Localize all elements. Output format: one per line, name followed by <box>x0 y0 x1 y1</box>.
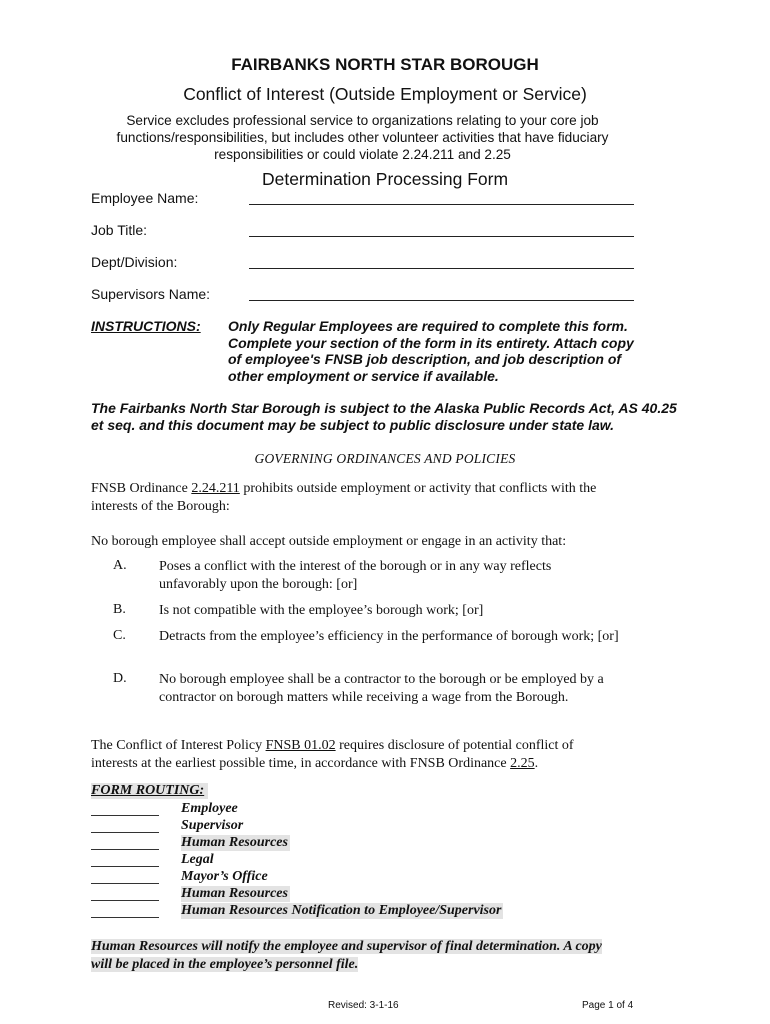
item-b-text: Is not compatible with the employee’s borough work; [or] <box>159 603 484 618</box>
item-c-letter: C. <box>113 628 126 643</box>
page-number: Page 1 of 4 <box>582 1000 634 1011</box>
dept-division-field[interactable] <box>249 268 634 269</box>
organization-title: FAIRBANKS NORTH STAR BOROUGH <box>231 55 539 74</box>
form-title: Determination Processing Form <box>261 169 509 189</box>
ordinance-2-25-link[interactable]: 2.25 <box>510 756 535 771</box>
routing-step-supervisor: Supervisor <box>181 818 244 833</box>
policy-fnsb-01-02-link[interactable]: FNSB 01.02 <box>265 738 336 753</box>
employee-name-label: Employee Name: <box>91 190 199 206</box>
routing-signoff-line[interactable] <box>91 866 159 867</box>
revised-date: Revised: 3-1-16 <box>328 1000 399 1011</box>
item-d-text: No borough employee shall be a contractor to the borough or be employed by a contractor on borough matters while receiving a wage from the Borough. <box>159 672 604 705</box>
ordinance-2-24-211-link[interactable]: 2.24.211 <box>191 481 240 496</box>
item-a-text: Poses a conflict with the interest of the borough or in any way reflects unfavorably upon the borough: [or] <box>159 559 552 592</box>
form-routing-title: FORM ROUTING: <box>91 783 208 799</box>
public-records-notice: The Fairbanks North Star Borough is subject to the Alaska Public Records Act, AS 40.25 et seq. and this document may be subject to public disclosure under state law. <box>91 400 677 433</box>
item-b-letter: B. <box>113 602 126 617</box>
policy-text-end: . <box>534 756 539 771</box>
item-c-text: Detracts from the employee’s efficiency in the performance of borough work; [or] <box>159 629 619 644</box>
routing-signoff-line[interactable] <box>91 849 159 850</box>
dept-division-label: Dept/Division: <box>91 254 178 270</box>
routing-signoff-line[interactable] <box>91 815 159 816</box>
ordinance-text-end: prohibits outside employment or activity that conflicts with the interests of the Borough: <box>91 481 597 514</box>
no-employee-paragraph: No borough employee shall accept outside employment or engage in an activity that: <box>91 534 567 549</box>
item-d-letter: D. <box>113 671 127 686</box>
form-subtitle: Conflict of Interest (Outside Employment or Service) <box>183 84 587 104</box>
routing-signoff-line[interactable] <box>91 832 159 833</box>
supervisors-name-field[interactable] <box>249 300 634 301</box>
hr-notification-note <box>91 938 621 974</box>
instructions-text: Only Regular Employees are required to complete this form. Complete your section of the form in its entirety. Attach copy of employee's FNSB job description, and job description of other employment or service if available. <box>228 318 634 384</box>
routing-step-hr-notification: Human Resources Notification to Employee/Supervisor <box>181 903 502 918</box>
routing-step-employee: Employee <box>181 801 238 816</box>
ordinance-paragraph <box>91 480 631 516</box>
scope-note: Service excludes professional service to organizations relating to your core job functions/responsibilities, but includes other volunteer activities that have fiduciary responsibilities or could violate 2.24.211 and 2.25 <box>116 113 609 162</box>
policy-text-middle: requires disclosure of potential conflict of interests at the earliest possible time, in accordance with FNSB Ordinance <box>91 738 574 771</box>
routing-signoff-line[interactable] <box>91 883 159 884</box>
employee-name-field[interactable] <box>249 204 634 205</box>
routing-step-human-resources: Human Resources <box>181 835 288 850</box>
item-a-letter: A. <box>113 558 127 573</box>
routing-signoff-line[interactable] <box>91 917 159 918</box>
policy-paragraph <box>91 737 616 773</box>
job-title-field[interactable] <box>249 236 634 237</box>
hr-notification-text: Human Resources will notify the employee and supervisor of final determination. A copy will be placed in the employee’s personnel file. <box>91 939 602 972</box>
supervisors-name-label: Supervisors Name: <box>91 286 211 302</box>
routing-step-mayors-office: Mayor’s Office <box>181 869 268 884</box>
routing-signoff-line[interactable] <box>91 900 159 901</box>
policy-text-start: The Conflict of Interest Policy <box>91 738 266 753</box>
routing-step-legal: Legal <box>181 852 214 867</box>
ordinance-text-start: FNSB Ordinance <box>91 481 192 496</box>
routing-step-human-resources-2: Human Resources <box>181 886 288 901</box>
governing-heading: GOVERNING ORDINANCES AND POLICIES <box>254 451 516 466</box>
job-title-label: Job Title: <box>91 222 148 238</box>
instructions-label: INSTRUCTIONS: <box>91 318 201 334</box>
